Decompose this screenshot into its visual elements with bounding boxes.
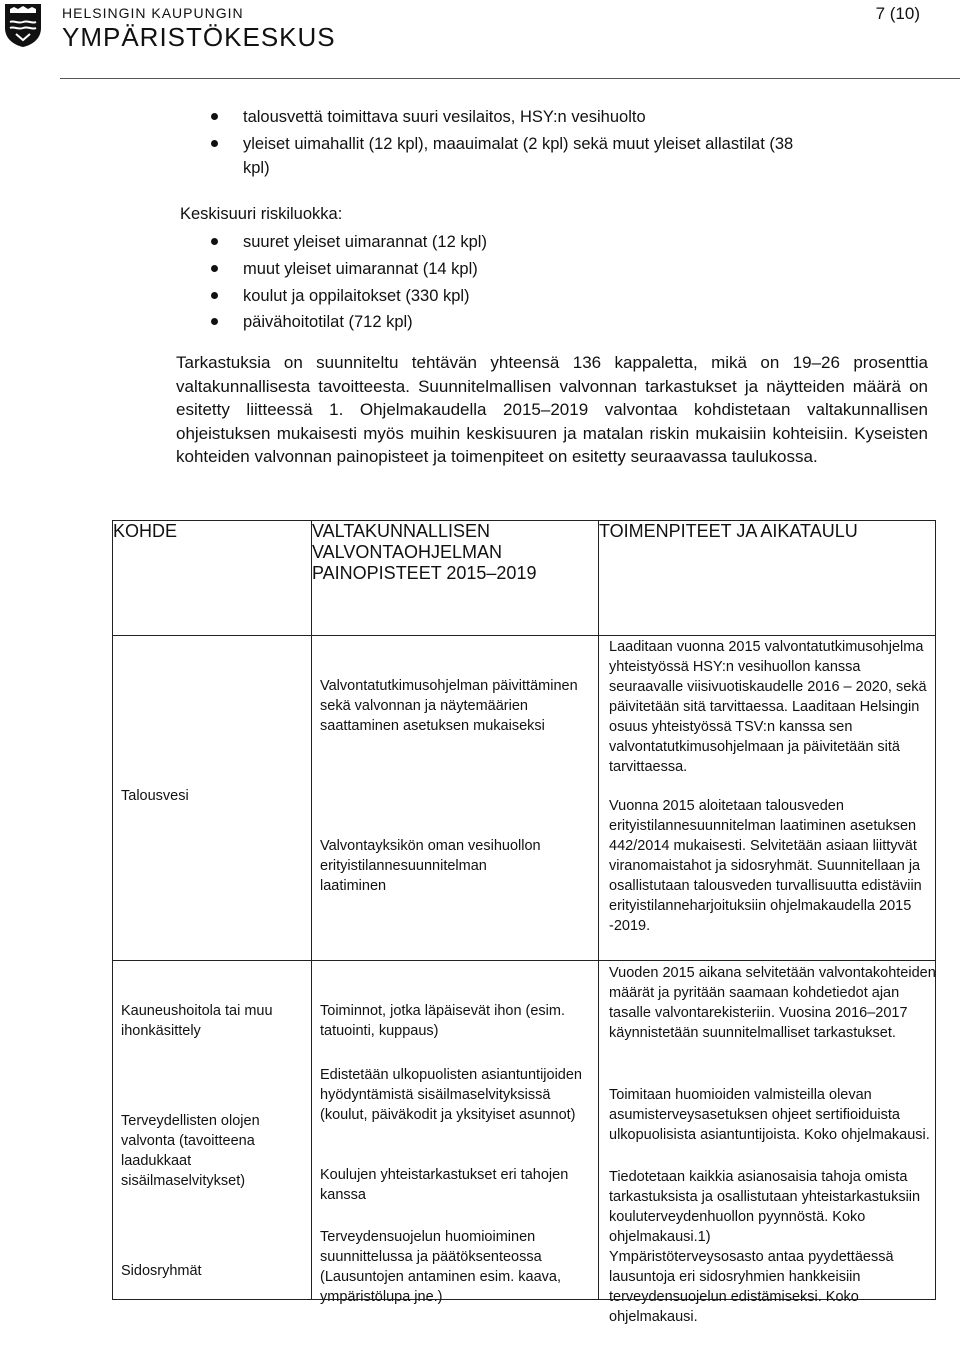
- list-item: talousvettä toimittava suuri vesilaitos, HSY:n vesihuolto: [243, 108, 646, 126]
- list-item: suuret yleiset uimarannat (12 kpl): [243, 233, 487, 251]
- bullet-icon: [211, 140, 218, 147]
- department-name: YMPÄRISTÖKESKUS: [62, 22, 336, 52]
- table-cell: Valvontatutkimusohjelman päivittäminen sekä valvonnan ja näytemäärien saattaminen asetuksen mukaiseksi Valvontayksikön oman vesihuollon erityistilannesuunnitelman laatiminen: [312, 636, 599, 961]
- bullet-icon: [211, 265, 218, 272]
- list-item: muut yleiset uimarannat (14 kpl): [243, 260, 478, 278]
- table-cell: Talousvesi: [113, 636, 312, 961]
- list-item: koulut ja oppilaitokset (330 kpl): [243, 287, 470, 305]
- table-row: [113, 636, 936, 961]
- bullet-icon: [211, 113, 218, 120]
- table-cell: Laaditaan vuonna 2015 valvontatutkimusohjelma yhteistyössä HSY:n vesihuollon kanssa seuraavalle viisivuotiskaudelle 2016 – 2020, sekä päivitetään sitä tarvittaessa. Laaditaan Helsingin osuus yhteistyössä TSV:n kanssa sen valvontatutkimusohjelmaan ja päivitetään sitä tarvittaessa. Vuonna 2015 aloitetaan talousveden erityistilannesuunnitelman laatiminen asetuksen 442/2014 mukaisesti. Selvitetään asiaan liittyvät viranomaistahot ja sidosryhmät. Suunnitellaan ja osallistutaan talousveden turvallisuutta edistäviin erityistilanneharjoituksiin ohjelmakaudella 2015 -2019.: [599, 636, 936, 961]
- helsinki-crest-icon: [2, 2, 44, 48]
- program-table: [112, 520, 936, 1325]
- list-item-continuation: kpl): [243, 159, 270, 177]
- table-header-row: [113, 521, 936, 636]
- table-cell: Kauneushoitola tai muu ihonkäsittely Terveydellisten olojen valvonta (tavoitteena laadukkaat sisäilmaselvitykset) Sidosryhmät: [113, 961, 312, 1300]
- table-row: [113, 961, 936, 1300]
- bullet-icon: [211, 292, 218, 299]
- page-number: 7 (10): [875, 4, 920, 23]
- bullet-icon: [211, 318, 218, 325]
- body-paragraph: Tarkastuksia on suunniteltu tehtävän yhteensä 136 kappaletta, mikä on 19–26 prosenttia valtakunnallisesta tavoitteesta. Suunnitelmallisen valvonnan tarkastukset ja näytteiden määrä on esitetty liitteessä 1. Ohjelmakaudella 2015–2019 valvontaa kohdistetaan valtakunnallisen ohjeistuksen mukaisesti myös muihin keskisuuren ja matalan riskin mukaisiin kohteisiin. Kyseisten kohteiden valvonnan painopisteet ja toimenpiteet on esitetty seuraavassa taulukossa.: [176, 353, 928, 466]
- bullet-icon: [211, 238, 218, 245]
- table-cell: Vuoden 2015 aikana selvitetään valvontakohteiden määrät ja pyritään saamaan kohdetiedot ajan tasalle valvontarekisteriin. Vuosina 2016–2017 käynnistetään suunnitelmalliset tarkastukset. Toimitaan huomioiden valmisteilla olevan asumisterveysasetuksen ohjeet sertifioiduista ulkopuolisista asiantuntijoista. Koko ohjelmakausi. Tiedotetaan kaikkia asianosaisia tahoja omista tarkastuksista ja osallistutaan yhteistarkastuksiin kouluterveydenhuollon pyynnöstä. Koko ohjelmakausi.1) Ympäristöterveysosasto antaa pyydettäessä lausuntoja eri sidosryhmien hankkeisiin terveydensuojelun edistämiseksi. Koko ohjelmakausi.: [599, 961, 936, 1300]
- list-item: päivähoitotilat (712 kpl): [243, 313, 413, 331]
- page-header: [0, 0, 960, 80]
- header-toimenpiteet: TOIMENPITEET JA AIKATAULU: [599, 521, 936, 636]
- list-item: yleiset uimahallit (12 kpl), maauimalat (2 kpl) sekä muut yleiset allastilat (38: [243, 135, 794, 153]
- medium-risk-heading: Keskisuuri riskiluokka:: [180, 205, 343, 223]
- organization-name: HELSINGIN KAUPUNGIN: [62, 5, 244, 21]
- header-kohde: KOHDE: [113, 521, 312, 636]
- table-cell: Toiminnot, jotka läpäisevät ihon (esim. tatuointi, kuppaus) Edistetään ulkopuolisten asiantuntijoiden hyödyntämistä sisäilmaselvityksissä (koulut, päiväkodit ja yksityiset asunnot) Koulujen yhteistarkastukset eri tahojen kanssa Terveydensuojelun huomioiminen suunnittelussa ja päätöksenteossa (Lausuntojen antaminen esim. kaava, ympäristölupa jne.): [312, 961, 599, 1300]
- header-painopisteet: VALTAKUNNALLISEN VALVONTAOHJELMAN PAINOPISTEET 2015–2019: [312, 521, 599, 636]
- header-divider: [60, 78, 960, 79]
